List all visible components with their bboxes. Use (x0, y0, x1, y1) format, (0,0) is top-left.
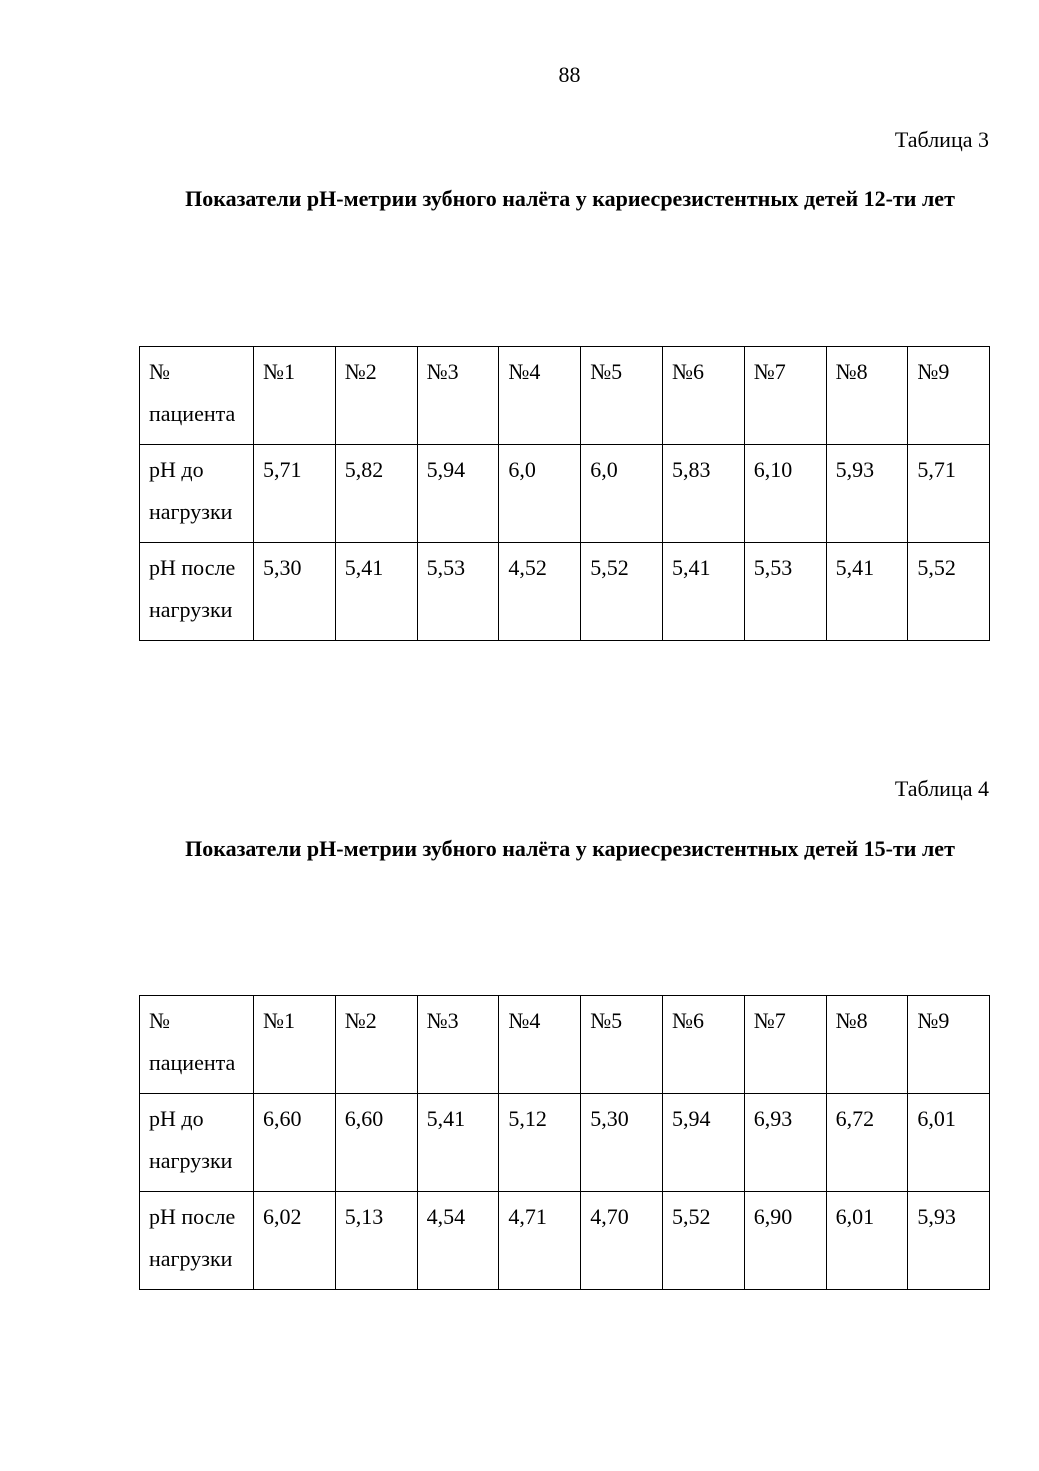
ph-value-cell: 5,53 (417, 543, 499, 641)
table-3-caption: Показатели рН-метрии зубного налёта у кариесрезистентных детей 12-ти лет (185, 186, 955, 211)
header-cell-patient-number: №8 (826, 996, 908, 1094)
ph-value-cell: 5,93 (826, 445, 908, 543)
header-cell-patient: № пациента (140, 996, 254, 1094)
ph-value-cell: 6,93 (744, 1094, 826, 1192)
ph-value-cell: 6,0 (581, 445, 663, 543)
ph-value-cell: 5,13 (335, 1192, 417, 1290)
page-number: 88 (558, 62, 581, 87)
ph-value-cell: 5,52 (662, 1192, 744, 1290)
header-cell-patient: № пациента (140, 347, 254, 445)
ph-value-cell: 6,90 (744, 1192, 826, 1290)
ph-value-cell: 5,52 (581, 543, 663, 641)
table-3-body (140, 347, 990, 641)
ph-value-cell: 4,54 (417, 1192, 499, 1290)
ph-value-cell: 5,41 (662, 543, 744, 641)
table-4-caption: Показатели рН-метрии зубного налёта у кариесрезистентных детей 15-ти лет (185, 836, 955, 861)
ph-value-cell: 5,83 (662, 445, 744, 543)
ph-value-cell: 5,30 (254, 543, 336, 641)
row-label-cell: рН после нагрузки (140, 543, 254, 641)
header-cell-patient-number: №5 (581, 347, 663, 445)
table-row (140, 1192, 990, 1290)
header-cell-patient-number: №2 (335, 347, 417, 445)
row-label-cell: рН до нагрузки (140, 445, 254, 543)
ph-value-cell: 5,30 (581, 1094, 663, 1192)
header-cell-patient-number: №6 (662, 996, 744, 1094)
header-cell-patient-number: №4 (499, 996, 581, 1094)
table-row (140, 1094, 990, 1192)
header-cell-patient-number: №6 (662, 347, 744, 445)
ph-value-cell: 5,94 (417, 445, 499, 543)
ph-value-cell: 6,01 (826, 1192, 908, 1290)
ph-value-cell: 5,52 (908, 543, 990, 641)
ph-value-cell: 5,94 (662, 1094, 744, 1192)
table-4-body (140, 996, 990, 1290)
table-row (140, 445, 990, 543)
table-3 (139, 346, 990, 641)
table-row (140, 543, 990, 641)
row-label-cell: рН до нагрузки (140, 1094, 254, 1192)
ph-value-cell: 4,70 (581, 1192, 663, 1290)
header-cell-patient-number: №3 (417, 347, 499, 445)
ph-value-cell: 5,41 (417, 1094, 499, 1192)
header-cell-patient-number: №5 (581, 996, 663, 1094)
ph-value-cell: 6,01 (908, 1094, 990, 1192)
table-header-row (140, 996, 990, 1094)
ph-value-cell: 5,53 (744, 543, 826, 641)
ph-value-cell: 5,41 (826, 543, 908, 641)
table-header-row (140, 347, 990, 445)
header-cell-patient-number: №1 (254, 347, 336, 445)
row-label-cell: рН после нагрузки (140, 1192, 254, 1290)
header-cell-patient-number: №4 (499, 347, 581, 445)
ph-value-cell: 6,0 (499, 445, 581, 543)
header-cell-patient-number: №7 (744, 996, 826, 1094)
ph-value-cell: 5,82 (335, 445, 417, 543)
ph-value-cell: 5,71 (908, 445, 990, 543)
ph-value-cell: 6,72 (826, 1094, 908, 1192)
ph-value-cell: 5,71 (254, 445, 336, 543)
header-cell-patient-number: №3 (417, 996, 499, 1094)
ph-value-cell: 5,41 (335, 543, 417, 641)
ph-value-cell: 6,10 (744, 445, 826, 543)
ph-value-cell: 6,60 (335, 1094, 417, 1192)
ph-value-cell: 6,60 (254, 1094, 336, 1192)
header-cell-patient-number: №9 (908, 996, 990, 1094)
header-cell-patient-number: №2 (335, 996, 417, 1094)
header-cell-patient-number: №1 (254, 996, 336, 1094)
header-cell-patient-number: №9 (908, 347, 990, 445)
ph-value-cell: 6,02 (254, 1192, 336, 1290)
ph-value-cell: 5,12 (499, 1094, 581, 1192)
table-4 (139, 995, 990, 1290)
table-3-label: Таблица 3 (894, 127, 989, 152)
ph-value-cell: 4,71 (499, 1192, 581, 1290)
header-cell-patient-number: №7 (744, 347, 826, 445)
ph-value-cell: 4,52 (499, 543, 581, 641)
table-4-label: Таблица 4 (894, 776, 989, 801)
ph-value-cell: 5,93 (908, 1192, 990, 1290)
header-cell-patient-number: №8 (826, 347, 908, 445)
